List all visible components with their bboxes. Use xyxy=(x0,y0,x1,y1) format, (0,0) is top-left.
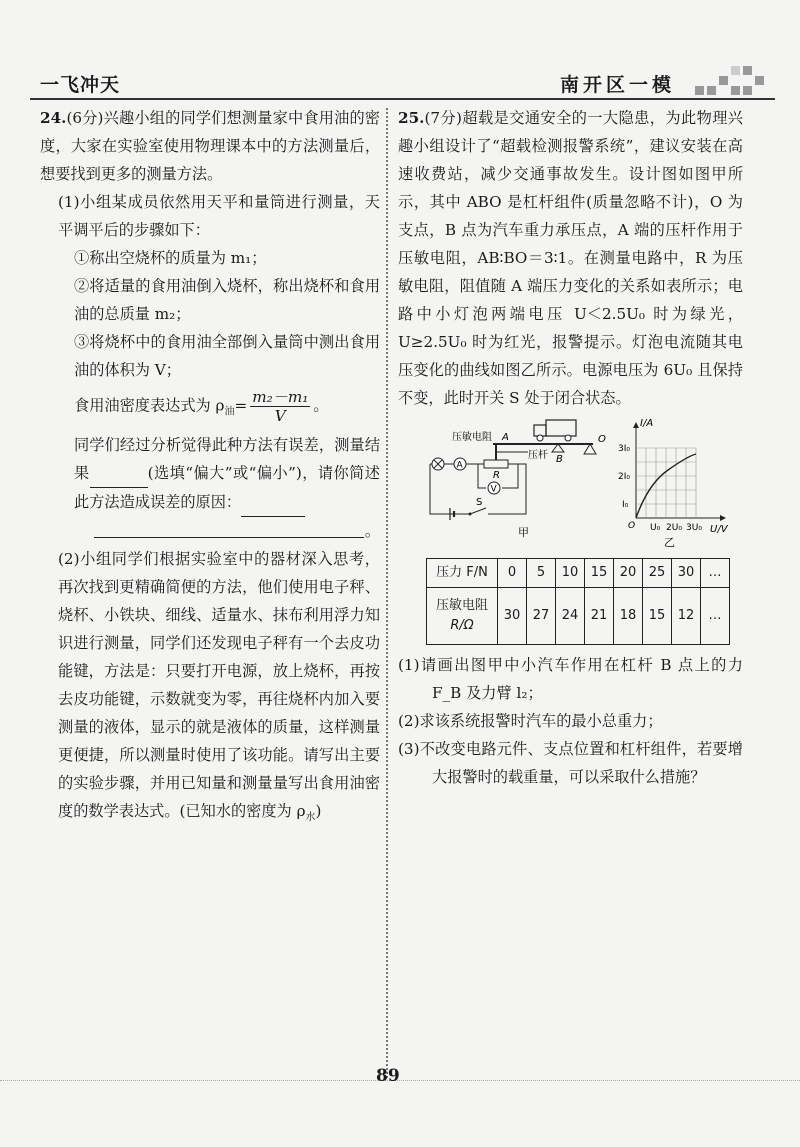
table-cell: 27 xyxy=(527,588,556,645)
page-number: 89 xyxy=(376,1066,400,1086)
answer-blank-reason[interactable] xyxy=(241,488,305,517)
label-resistor: 压敏电阻 xyxy=(452,432,492,443)
table-cell: 30 xyxy=(672,559,701,588)
table-cell: 10 xyxy=(556,559,585,588)
caption-yi: 乙 xyxy=(664,536,675,549)
answer-blank-bias[interactable] xyxy=(90,459,148,488)
svg-text:U/V: U/V xyxy=(710,524,728,535)
q24-part2: (2)小组同学们根据实验室中的器材深入思考，再次找到更精确简便的方法，他们使用电子秤、烧杯、小铁块、细线、适量水、抹布利用浮力知识进行测量，同学们还发现电子秤有一个去皮功能键，方法是：只要打开电源，放上烧杯，再按去皮功能键，示数就变为零，再往烧杯内加入要测量的液体，显示的就是液体的质量，这样测量更便捷，所以测量时使用了该功能。请写出主要的实验步骤，并用已知量和测量量写出食用油密度的数学表达式。(已知水的密度为 $\rho_水$) xyxy=(58,549,380,823)
svg-text:U₀: U₀ xyxy=(650,523,661,533)
table-cell: 30 xyxy=(498,588,527,645)
table-cell: 18 xyxy=(614,588,643,645)
q24-error-question: 同学们经过分析觉得此种方法有误差，测量结果 (选填“偏大”或“偏小”)，请你简述此方法造成误差的原因： xyxy=(40,431,380,517)
table-cell: 15 xyxy=(585,559,614,588)
truck-icon xyxy=(534,420,576,441)
svg-text:V: V xyxy=(490,484,497,495)
switch-S xyxy=(470,508,486,514)
svg-text:I/A: I/A xyxy=(640,418,654,429)
question-25 xyxy=(398,104,743,791)
q24-step1: ①称出空烧杯的质量为 m₁； xyxy=(74,249,267,267)
header-rule xyxy=(30,98,775,100)
table-cell: 5 xyxy=(527,559,556,588)
svg-text:2U₀: 2U₀ xyxy=(666,523,682,533)
answer-line-reason[interactable] xyxy=(94,517,364,538)
svg-text:A: A xyxy=(456,460,463,471)
label-O: O xyxy=(598,434,606,445)
page-header xyxy=(30,66,775,102)
q25-sub1: (1)请画出图甲中小汽车作用在杠杆 B 点上的力 F_B 及力臂 l₂； xyxy=(398,656,743,702)
label-lever: 压杆 xyxy=(528,450,548,461)
table-cell: 15 xyxy=(643,588,672,645)
q25-sub2: (2)求该系统报警时汽车的最小总重力； xyxy=(398,712,663,730)
label-B: B xyxy=(556,454,563,465)
q24-number: 24. xyxy=(40,109,67,127)
q24-step3: ③将烧杯中的食用油全部倒入量筒中测出食用油的体积为 V； xyxy=(74,333,380,379)
brand-right: 南开区一模 xyxy=(559,74,675,96)
q24-density-formula: 食用油密度表达式为 $\rho_油=$ $\frac{\text{m₂－m₁}}{V}$ 。 xyxy=(74,388,329,425)
table-row-resistance xyxy=(427,588,730,645)
q24-error-line: 。 xyxy=(40,517,380,545)
density-fraction: $\frac{\text{m₂－m₁}}{V}$ xyxy=(252,388,309,425)
svg-text:I₀: I₀ xyxy=(622,500,629,510)
table-cell: 0 xyxy=(498,559,527,588)
question-24 xyxy=(40,104,380,832)
pivot-O xyxy=(584,444,596,454)
circuit-and-graph xyxy=(398,418,743,554)
table-cell: 25 xyxy=(643,559,672,588)
q25-intro: 25.(7分)超载是交通安全的一大隐患，为此物理兴趣小组设计了“超载检测报警系统”，建议安装在高速收费站，减少交通事故发生。设计图如图甲所示，其中 ABO 是杠杆组件(质量忽略不计)，O 为支点，B 点为汽车重力承压点，A 端的压杆作用于压敏电阻，AB∶BO＝3∶1。在测量电路中，R 为压敏电阻，阻值随 A 端压力变化的关系如表所示；电路中小灯泡两端电压 U＜2.5U₀ 时为绿光，U≥2.5U₀ 时为红光，报警提示。灯泡电流随其电压变化的曲线如图乙所示。电源电压为 6U₀ 且保持不变，此时开关 S 处于闭合状态。 xyxy=(398,109,743,407)
table-cell: 20 xyxy=(614,559,643,588)
table-row-force xyxy=(427,559,730,588)
footer-rule xyxy=(0,1080,800,1082)
table-cell: 12 xyxy=(672,588,701,645)
column-divider xyxy=(386,108,388,1078)
table-header-force: 压力 F/N xyxy=(427,559,498,588)
pressure-resistance-table xyxy=(426,558,730,645)
svg-text:2I₀: 2I₀ xyxy=(618,472,630,482)
label-R: R xyxy=(493,470,500,481)
table-cell: 21 xyxy=(585,588,614,645)
caption-jia: 甲 xyxy=(518,526,529,539)
q25-figure xyxy=(398,418,743,554)
pressure-resistor-R xyxy=(484,460,508,468)
q24-part1-intro: (1)小组某成员依然用天平和量筒进行测量，天平调平后的步骤如下： xyxy=(58,193,380,239)
svg-text:3U₀: 3U₀ xyxy=(686,523,702,533)
q24-step2: ②将适量的食用油倒入烧杯，称出烧杯和食用油的总质量 m₂； xyxy=(74,277,380,323)
brand-left: 一飞冲天 xyxy=(40,74,121,96)
table-cell: 24 xyxy=(556,588,585,645)
q25-sub3: (3)不改变电路元件、支点位置和杠杆组件，若要增大报警时的载重量，可以采取什么措施？ xyxy=(398,740,743,786)
header-decoration xyxy=(695,66,765,96)
svg-text:3I₀: 3I₀ xyxy=(618,444,630,454)
table-header-resistance: 压敏电阻 R/Ω xyxy=(427,588,498,645)
current-voltage-graph xyxy=(618,418,729,549)
svg-text:O: O xyxy=(628,521,636,531)
table-cell: … xyxy=(701,588,730,645)
svg-text:S: S xyxy=(476,497,483,508)
pivot-B xyxy=(552,444,564,452)
label-A: A xyxy=(502,432,509,443)
table-cell: … xyxy=(701,559,730,588)
q24-intro: 24.(6分)兴趣小组的同学们想测量家中食用油的密度，大家在实验室使用物理课本中的方法测量后，想要找到更多的测量方法。 xyxy=(40,109,380,183)
q25-number: 25. xyxy=(398,109,425,127)
